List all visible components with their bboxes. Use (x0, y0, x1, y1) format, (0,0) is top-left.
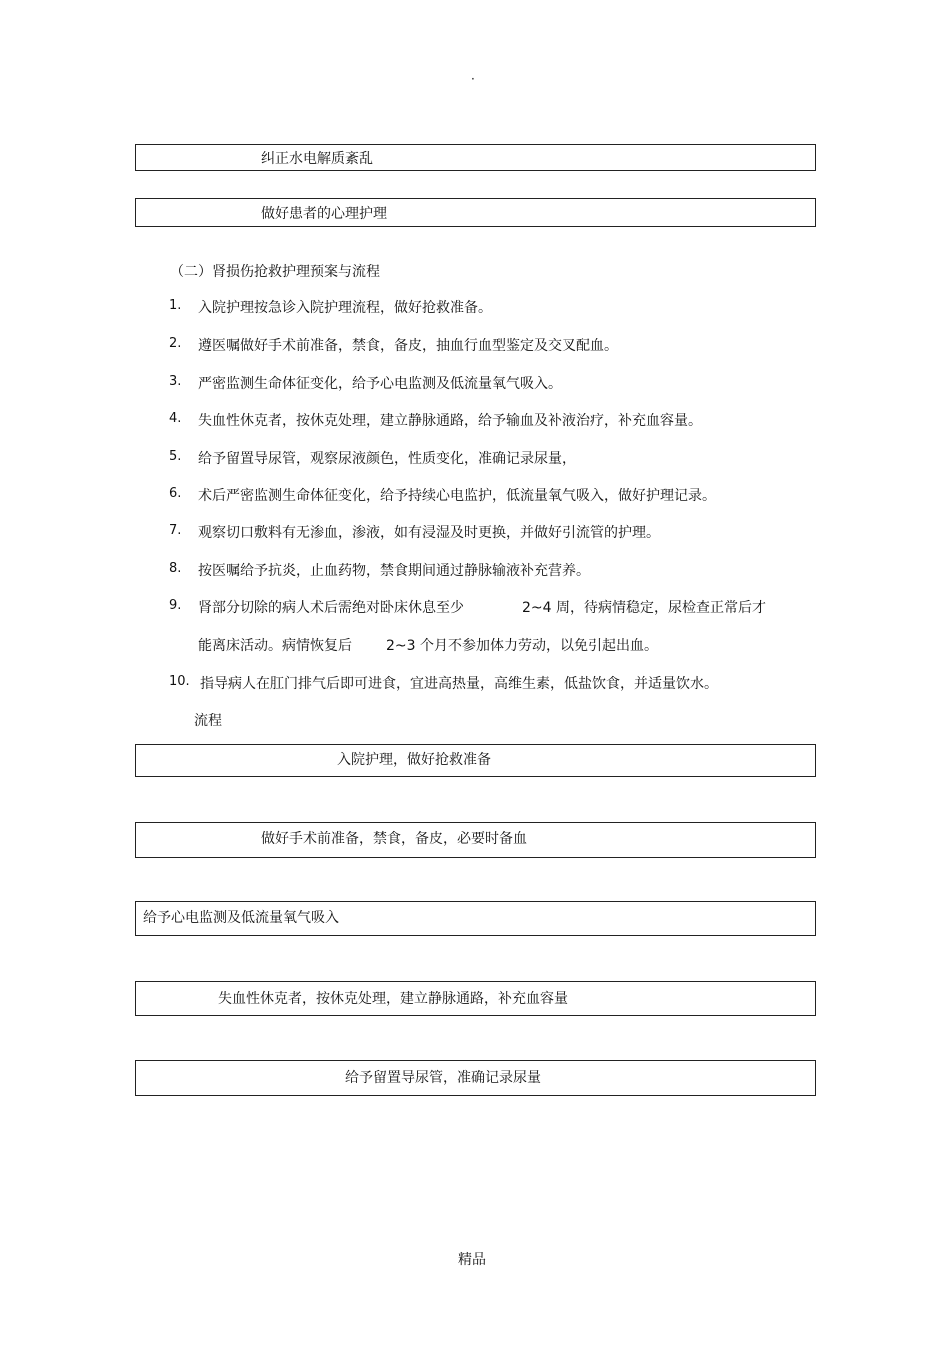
flow-box-text: 给予心电监测及低流量氧气吸入 (143, 910, 339, 926)
step-number: 5. (169, 449, 182, 464)
step-number: 2. (169, 336, 182, 351)
step-text: 入院护理按急诊入院护理流程，做好抢救准备。 (198, 300, 492, 316)
step-number: 7. (169, 523, 182, 538)
flow-label: 流程 (194, 713, 222, 729)
step-number: 8. (169, 561, 182, 576)
flow-box-admission (135, 744, 816, 777)
step-number: 10. (169, 674, 190, 689)
flow-box-text: 失血性休克者，按休克处理，建立静脉通路，补充血容量 (218, 991, 568, 1007)
step-text: 术后严密监测生命体征变化，给予持续心电监护，低流量氧气吸入，做好护理记录。 (198, 488, 716, 504)
flow-box-text: 给予留置导尿管，准确记录尿量 (345, 1070, 541, 1086)
flow-box-preop (135, 822, 816, 858)
step-text-part-b: 2~4 周，待病情稳定，尿检查正常后才 (522, 600, 766, 616)
step-number: 1. (169, 298, 182, 313)
flow-box-monitoring (135, 901, 816, 936)
top-box-electrolyte (135, 144, 816, 171)
step-text: 遵医嘱做好手术前准备，禁食，备皮，抽血行血型鉴定及交叉配血。 (198, 338, 618, 354)
step-number: 3. (169, 374, 182, 389)
flow-box-text: 入院护理，做好抢救准备 (337, 752, 491, 768)
flow-box-text: 做好手术前准备，禁食，备皮，必要时备血 (261, 831, 527, 847)
top-box-text: 做好患者的心理护理 (261, 206, 387, 222)
top-box-psych (135, 198, 816, 227)
step-number: 6. (169, 486, 182, 501)
footer-label: 精品 (458, 1252, 486, 1268)
step-text: 失血性休克者，按休克处理，建立静脉通路，给予输血及补液治疗，补充血容量。 (198, 413, 702, 429)
step-text: 观察切口敷料有无渗血，渗液，如有浸湿及时更换，并做好引流管的护理。 (198, 525, 660, 541)
step-text: 给予留置导尿管，观察尿液颜色，性质变化，准确记录尿量， (198, 451, 576, 467)
step-continuation-a: 能离床活动。病情恢复后 (198, 638, 352, 654)
step-continuation-b: 2~3 个月不参加体力劳动，以免引起出血。 (386, 638, 658, 654)
step-text: 按医嘱给予抗炎，止血药物，禁食期间通过静脉输液补充营养。 (198, 563, 590, 579)
flow-box-catheter (135, 1060, 816, 1096)
step-text: 指导病人在肛门排气后即可进食，宜进高热量，高维生素，低盐饮食，并适量饮水。 (200, 676, 718, 692)
header-mark: · (471, 72, 475, 86)
step-text: 严密监测生命体征变化，给予心电监测及低流量氧气吸入。 (198, 376, 562, 392)
section-title: （二）肾损伤抢救护理预案与流程 (170, 264, 380, 280)
step-number: 4. (169, 411, 182, 426)
step-number: 9. (169, 598, 182, 613)
flow-box-shock (135, 981, 816, 1016)
step-text-part-a: 肾部分切除的病人术后需绝对卧床休息至少 (198, 600, 464, 616)
top-box-text: 纠正水电解质紊乱 (261, 151, 373, 167)
